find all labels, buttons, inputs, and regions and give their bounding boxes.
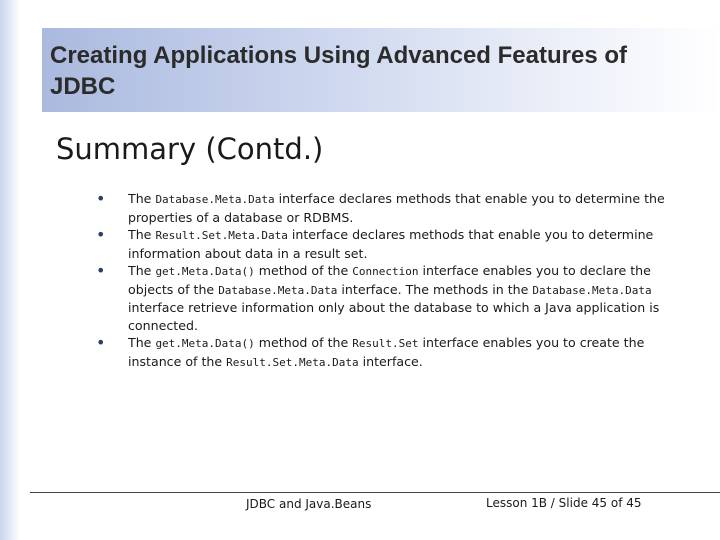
code-text: Database.Meta.Data — [155, 193, 275, 206]
bullet-text — [128, 227, 653, 261]
bullet-text-segment: The — [128, 335, 156, 350]
bullet-text-segment: interface declares methods that enable you to determine the properties of a database or RDBMS. — [128, 191, 665, 225]
bullet-dot-icon: • — [96, 333, 106, 352]
code-text: Connection — [352, 265, 419, 278]
bullet-item — [96, 226, 696, 262]
footer-divider — [30, 492, 720, 493]
bullet-list — [96, 190, 696, 371]
slide-title: Creating Applications Using Advanced Features of JDBC — [50, 42, 627, 100]
footer-slide-number: Lesson 1B / Slide 45 of 45 — [486, 496, 642, 510]
bullet-text-segment: interface declares methods that enable you to determine information about data in a result set. — [128, 227, 654, 261]
code-text: Result.Set — [352, 337, 419, 350]
code-text: get.Meta.Data() — [155, 265, 255, 278]
code-text: get.Meta.Data() — [155, 337, 255, 350]
bullet-text-segment: interface retrieve information only about the database to which a Java application is connected. — [128, 300, 660, 333]
bullet-text — [128, 263, 659, 333]
slide-subtitle: Summary (Contd.) — [56, 132, 324, 166]
bullet-dot-icon: • — [96, 225, 106, 244]
bullet-text — [128, 191, 665, 225]
bullet-text-segment: The — [128, 263, 156, 278]
bullet-dot-icon: • — [96, 261, 106, 280]
bullet-text — [128, 335, 644, 369]
footer-course-name: JDBC and Java.Beans — [246, 497, 372, 511]
bullet-dot-icon: • — [96, 189, 106, 208]
bullet-text-segment: interface enables you to create the instance of the — [128, 335, 645, 369]
code-text: Database.Meta.Data — [218, 283, 338, 297]
bullet-text-segment: interface enables you to declare the objects of the — [128, 263, 651, 297]
bullet-text-segment: interface. — [358, 353, 423, 369]
header-accent-line — [42, 16, 138, 28]
bullet-item — [96, 262, 696, 334]
bullet-text-segment: The — [128, 227, 156, 242]
code-text: Database.Meta.Data — [532, 283, 652, 297]
code-text: Result.Set.Meta.Data — [226, 355, 359, 369]
bullet-text-segment: interface. The methods in the — [337, 281, 533, 297]
bullet-text-segment: method of the — [254, 335, 353, 350]
bullet-text-segment: The — [128, 191, 156, 206]
left-decor-stripe — [0, 0, 20, 540]
code-text: Result.Set.Meta.Data — [155, 229, 288, 242]
bullet-item — [96, 190, 696, 226]
bullet-text-segment: method of the — [254, 263, 353, 278]
bullet-item — [96, 334, 696, 371]
